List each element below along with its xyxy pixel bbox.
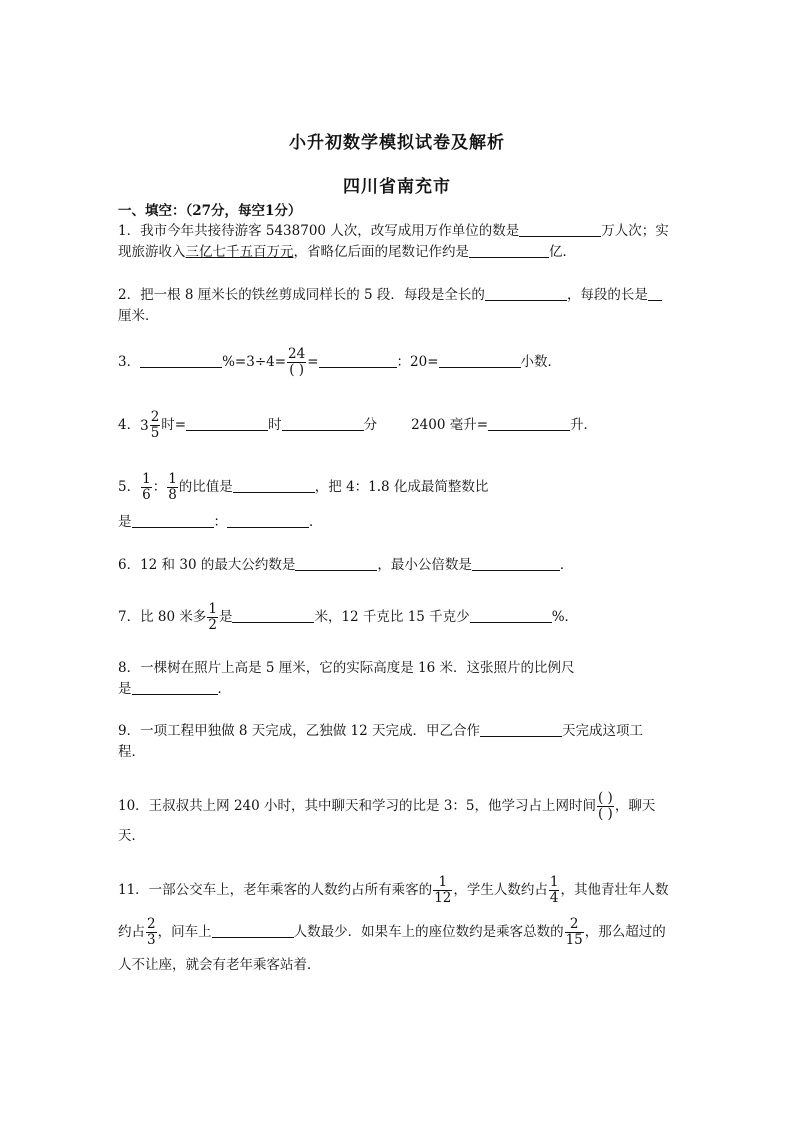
answer-blank[interactable] (186, 416, 268, 431)
q1-underlined: 三亿七千五百万元 (185, 244, 294, 260)
answer-blank[interactable] (648, 286, 662, 301)
q1-text-c: 现旅游收入 (118, 244, 186, 260)
q10-text-a: 10．王叔叔共上网 240 小时，其中聊天和学习的比是 3：5，他学习占上网时间 (118, 798, 596, 814)
answer-blank[interactable] (469, 243, 549, 258)
fraction (146, 917, 157, 948)
q4-text-a: 4． (118, 417, 141, 433)
fraction-numerator: 2 (147, 916, 156, 932)
answer-blank[interactable] (519, 222, 601, 237)
fraction-numerator: 1 (168, 471, 177, 487)
q6-text-c: ． (559, 557, 574, 573)
answer-blank[interactable] (282, 416, 364, 431)
q1-text-a: 1．我市今年共接待游客 5438700 人次，改写成用万作单位的数是 (118, 223, 520, 239)
answer-blank[interactable] (233, 478, 315, 493)
fraction-numerator: ( ) (598, 790, 613, 806)
q7-text-b: 是 (218, 609, 233, 625)
fraction-numerator: 24 (288, 346, 306, 362)
q1-text-b: 万人次；实 (601, 223, 669, 239)
answer-blank[interactable] (319, 353, 397, 368)
fraction-denominator: ( ) (598, 806, 613, 822)
question-5-line-2 (118, 513, 323, 531)
q3-text-e: 小数． (520, 354, 562, 370)
question-8-line-1 (118, 659, 575, 677)
answer-blank[interactable] (485, 286, 567, 301)
q4-text-f: 升． (570, 417, 598, 433)
answer-blank[interactable] (132, 680, 218, 695)
q8-text-c: ． (217, 681, 231, 697)
q11-text-d: 约占 (118, 924, 145, 940)
question-8-line-2 (118, 680, 231, 698)
q5-text-d: 是 (118, 514, 132, 530)
q5-text-b: 的比值是 (178, 479, 233, 495)
q2-text-a: 2．把一根 8 厘米长的铁丝剪成同样长的 5 段．每段是全长的 (118, 287, 485, 303)
fraction-denominator: 2 (208, 617, 217, 633)
question-10-line-2 (118, 827, 145, 845)
q9-text-b: 天完成这项工 (562, 723, 644, 739)
answer-blank[interactable] (295, 556, 377, 571)
fraction-numerator: 2 (565, 917, 584, 933)
q10-text-b: ，聊天 (614, 798, 656, 814)
answer-blank[interactable] (439, 353, 521, 368)
section-heading: 一、填空：（27分，每空1分） (118, 203, 302, 219)
question-11-line-1 (118, 875, 668, 906)
answer-blank[interactable] (140, 353, 222, 368)
fraction-numerator: 1 (142, 471, 151, 487)
mixed-number-whole: 3 (140, 417, 149, 434)
fraction (287, 347, 306, 378)
fraction (150, 410, 161, 441)
q6-text-b: ，最小公倍数是 (377, 557, 472, 573)
q5-text-e: ： (213, 514, 227, 530)
q3-text-c: = (307, 354, 319, 370)
fraction-denominator: ( ) (289, 362, 305, 378)
q5-text-f: ． (309, 514, 323, 530)
q8-text-b: 是 (118, 681, 132, 697)
fraction (549, 875, 560, 906)
q11-text-e: ，问车上 (157, 924, 212, 940)
q7-text-a: 7．比 80 米多 (118, 609, 207, 625)
fraction-denominator: 8 (168, 487, 177, 503)
answer-blank[interactable] (470, 608, 552, 623)
page-subtitle: 四川省南充市 (343, 177, 451, 197)
q7-text-d: %． (551, 609, 579, 625)
question-9-line-2 (118, 743, 145, 761)
fraction (207, 602, 218, 633)
q5-text-a: 5． (118, 479, 141, 495)
q10-text-c: 天． (118, 828, 145, 844)
q11-text-b: ，学生人数约占 (453, 882, 548, 898)
question-11-line-3 (118, 956, 321, 974)
q11-text-g: ，那么超过的 (584, 924, 666, 940)
question-6 (118, 556, 573, 574)
question-9-line-1 (118, 722, 643, 740)
question-2-line-2 (118, 307, 159, 325)
q3-text-a: 3． (118, 354, 141, 370)
answer-blank[interactable] (480, 722, 562, 737)
question-4 (118, 410, 597, 441)
q7-text-c: 米，12 千克比 15 千克少 (314, 609, 470, 625)
answer-blank[interactable] (132, 513, 214, 528)
fraction (597, 791, 614, 822)
question-5-line-1 (118, 472, 488, 503)
fraction-denominator: 6 (142, 487, 151, 503)
fraction (565, 917, 584, 948)
question-1-line-2 (118, 243, 576, 261)
q8-text-a: 8．一棵树在照片上高是 5 厘米，它的实际高度是 16 米．这张照片的比例尺 (118, 660, 575, 676)
answer-blank[interactable] (472, 556, 560, 571)
q9-text-c: 程． (118, 744, 145, 760)
question-7 (118, 602, 578, 633)
q3-text-b: %=3÷4= (222, 354, 287, 370)
fraction-numerator: 1 (208, 601, 217, 617)
question-11-line-2 (118, 917, 666, 948)
q11-text-f: 人数最少．如果车上的座位数约是乘客总数的 (293, 924, 564, 940)
fraction (141, 472, 152, 503)
question-1-line-1 (118, 222, 669, 240)
q6-text-a: 6．12 和 30 的最大公约数是 (118, 557, 296, 573)
fraction-denominator: 5 (150, 425, 160, 441)
fraction-denominator: 4 (549, 890, 559, 906)
fraction-denominator: 3 (147, 932, 156, 948)
question-10-line-1 (118, 791, 655, 822)
q4-text-c: 时 (268, 417, 282, 433)
fraction-denominator: 12 (434, 890, 452, 906)
fraction-numerator: 1 (433, 875, 452, 891)
q2-text-b: ，每段的长是 (566, 287, 648, 303)
question-3 (118, 347, 561, 378)
q1-text-e: 亿． (549, 244, 576, 260)
fraction-numerator: 2 (150, 409, 160, 425)
answer-blank[interactable] (232, 608, 314, 623)
q11-text-h: 人不让座，就会有老年乘客站着． (118, 957, 321, 973)
q2-text-c: 厘米． (118, 308, 159, 324)
q4-text-d: 分 (363, 417, 378, 433)
q3-text-d: ：20= (396, 354, 439, 370)
fraction-numerator: 1 (549, 874, 559, 890)
q1-text-d: ，省略亿后面的尾数记作约是 (293, 244, 469, 260)
question-2-line-1 (118, 286, 662, 304)
fraction (167, 472, 178, 503)
q5-colon: ： (152, 479, 167, 495)
q9-text-a: 9．一项工程甲独做 8 天完成，乙独做 12 天完成．甲乙合作 (118, 723, 481, 739)
q4-text-e: 2400 毫升= (411, 417, 489, 433)
q11-text-c: ，其他青壮年人数 (560, 882, 669, 898)
answer-blank[interactable] (227, 513, 309, 528)
answer-blank[interactable] (488, 416, 570, 431)
q11-text-a: 11．一部公交车上，老年乘客的人数约占所有乘客的 (118, 882, 433, 898)
q4-text-b: 时= (161, 417, 187, 433)
fraction (433, 875, 452, 906)
fraction-denominator: 15 (565, 932, 583, 948)
answer-blank[interactable] (212, 923, 294, 938)
q5-text-c: ，把 4：1.8 化成最简整数比 (314, 479, 489, 495)
page-title: 小升初数学模拟试卷及解析 (289, 133, 505, 153)
